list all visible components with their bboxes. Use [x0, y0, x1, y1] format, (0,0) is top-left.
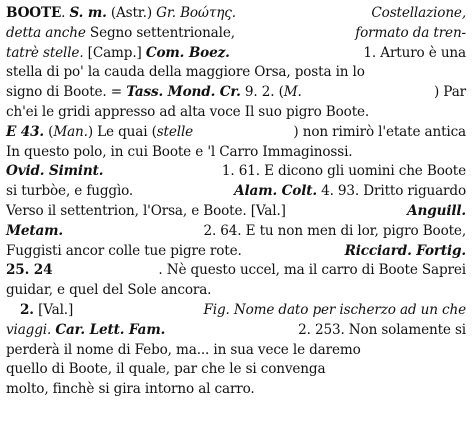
entry-line-19: quello di Boote, il quale, par che le si convenga: [6, 361, 326, 378]
citation-source: Anguill.: [407, 202, 466, 219]
entry-line-12: Metam. 2. 64. E tu non men di lor, pigro Boote,: [6, 222, 466, 242]
citation-source: Metam.: [6, 222, 63, 239]
definition-text: Fig. Nome dato per ischerzo ad un che: [203, 301, 466, 318]
citation-source: Ricciard. Fortig.: [344, 242, 466, 259]
citation-reference: 25. 24: [6, 262, 53, 279]
entry-line-6: ch'ei le gridi appresso ad alta voce Il suo pigro Boote.: [6, 103, 370, 120]
entry-line-18: perderà il nome di Febo, ma... in sua vece le daremo: [6, 341, 361, 358]
entry-line-20: molto, finchè si gira intorno al carro.: [6, 381, 255, 398]
entry-line-16: 2. [Val.] Fig. Nome dato per ischerzo ad un che: [6, 301, 466, 321]
citation-source: Ovid. Simint.: [6, 163, 104, 180]
greek-etymon: Βοώτης.: [180, 5, 236, 21]
entry-line-1: BOOTE. S. m. (Astr.) Gr. Βοώτης. Costellazione,: [6, 4, 466, 24]
entry-line-9: Ovid. Simint. 1. 61. E dicono gli uomini che Boote: [6, 162, 466, 182]
citation-source: E 43.: [6, 123, 44, 140]
dictionary-entry-boote: [6, 4, 466, 400]
headword: BOOTE: [6, 5, 62, 21]
entry-line-2: detta anche Segno settentrionale, formato da tren-: [6, 24, 466, 41]
grammar-label: S. m.: [69, 5, 107, 21]
entry-line-14: 25. 24 . Nè questo uccel, ma il carro di Boote Saprei: [6, 261, 466, 281]
entry-line-13: Fuggisti ancor colle tue pigre rote. Ricciard. Fortig.: [6, 242, 466, 262]
citation-source: Alam. Colt.: [234, 183, 317, 200]
domain-label: (Astr.): [106, 5, 157, 21]
entry-line-3: tatrè stelle. [Camp.] Com. Boez. 1. Arturo è una: [6, 44, 466, 61]
citation-source: Com. Boez.: [145, 44, 230, 61]
sense-number: 2.: [20, 301, 34, 318]
citation-source: Tass. Mond. Cr.: [126, 84, 241, 101]
entry-line-11: Verso il settentrion, l'Orsa, e Boote. [Val.] Anguill.: [6, 202, 466, 222]
etymology-label: Gr.: [156, 5, 176, 21]
entry-line-15: guidar, e quel del Sole ancora.: [6, 282, 212, 299]
entry-line-8: In questo polo, in cui Boote e 'l Carro Immaginossi.: [6, 143, 353, 160]
citation-source: Car. Lett. Fam.: [55, 321, 166, 338]
definition-text: Costellazione,: [371, 5, 466, 21]
entry-line-7: E 43. (Man.) Le quai (stelle ) non rimirò l'etate antica: [6, 123, 466, 140]
entry-line-17: viaggi. Car. Lett. Fam. 2. 253. Non solamente si: [6, 321, 466, 338]
entry-line-10: si turbòe, e fuggìo. Alam. Colt. 4. 93. Dritto riguardo: [6, 183, 466, 200]
entry-line-4: stella di po' la cauda della maggiore Orsa, posta in lo: [6, 64, 365, 81]
entry-line-5: signo di Boote. = Tass. Mond. Cr. 9. 2. (M. ) Par: [6, 84, 466, 101]
